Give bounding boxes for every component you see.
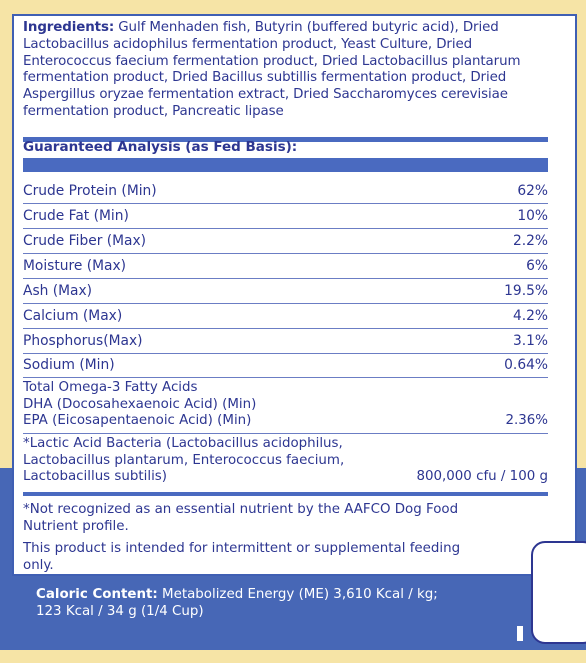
analysis-row-value: 62% [517,183,548,199]
analysis-row [23,179,548,203]
aafco-note: *Not recognized as an essential nutrient by the AAFCO Dog Food Nutrient profile. [23,502,459,534]
white-tick-mark [517,626,523,641]
analysis-row-value: 10% [517,208,548,224]
analysis-row [23,204,548,228]
analysis-row-label: Crude Fat (Min) [23,208,129,224]
analysis-row [23,254,548,278]
analysis-row [23,229,548,253]
ingredients-text: Gulf Menhaden fish, Butyrin (buffered butyric acid), Dried Lactobacillus acidophilus fermentation product, Yeast Culture, Dried Enterococcus faecium fermentation product, Dried Lactobacillus plantarum fermentation product, Dried Bacillus subtillis fermentation product, Dried Aspergillus oryzae fermentation extract, Dried Saccharomyces cerevisiae fermentation product, Pancreatic lipase [23,20,521,119]
bacteria-label-line: Lactobacillus plantarum, Enterococcus faecium, [23,452,345,468]
caloric-line-2: 123 Kcal / 34 g (1/4 Cup) [36,604,204,619]
bacteria-label-line: Lactobacillus subtilis) [23,469,167,485]
omega-3-value: 2.36% [505,413,548,429]
analysis-row [23,353,548,377]
bacteria-value: 800,000 cfu / 100 g [416,469,548,485]
omega-3-row [23,380,548,430]
analysis-row-label: Ash (Max) [23,283,93,299]
ingredients-section [23,20,543,121]
analysis-row-label: Sodium (Min) [23,357,115,373]
ingredients-label: Ingredients: [23,20,115,35]
caloric-label: Caloric Content: [36,587,158,602]
lactic-acid-bacteria-row [23,436,548,486]
analysis-row [23,304,548,328]
section-divider-bar [23,492,548,496]
analysis-row-value: 2.2% [512,233,548,249]
analysis-row-value: 6% [526,258,548,274]
epa-label: EPA (Eicosapentaenoic Acid) (Min) [23,413,252,429]
analysis-row [23,329,548,353]
analysis-row-value: 4.2% [512,308,548,324]
dha-label: DHA (Docosahexaenoic Acid) (Min) [23,396,257,412]
omega-3-label: Total Omega-3 Fatty Acids [23,380,198,395]
rounded-outline-box [531,541,586,644]
analysis-row-label: Calcium (Max) [23,308,123,324]
analysis-row-label: Crude Fiber (Max) [23,233,147,249]
row-divider [23,433,548,434]
analysis-row-value: 0.64% [504,357,548,373]
analysis-row-value: 3.1% [512,333,548,349]
analysis-heading: Guaranteed Analysis (as Fed Basis): [23,139,298,155]
caloric-line-1: Metabolized Energy (ME) 3,610 Kcal / kg; [162,587,438,602]
bacteria-label-line: *Lactic Acid Bacteria (Lactobacillus acidophilus, [23,436,343,451]
analysis-row-label: Phosphorus(Max) [23,333,143,349]
feeding-note: This product is intended for intermittent or supplemental feeding only. [23,541,461,573]
analysis-row [23,279,548,303]
heading-underline-bar [23,158,548,172]
analysis-row-label: Crude Protein (Min) [23,183,157,199]
analysis-row-label: Moisture (Max) [23,258,127,274]
caloric-content [36,586,506,620]
analysis-row-value: 19.5% [504,283,548,299]
row-divider [23,377,548,378]
